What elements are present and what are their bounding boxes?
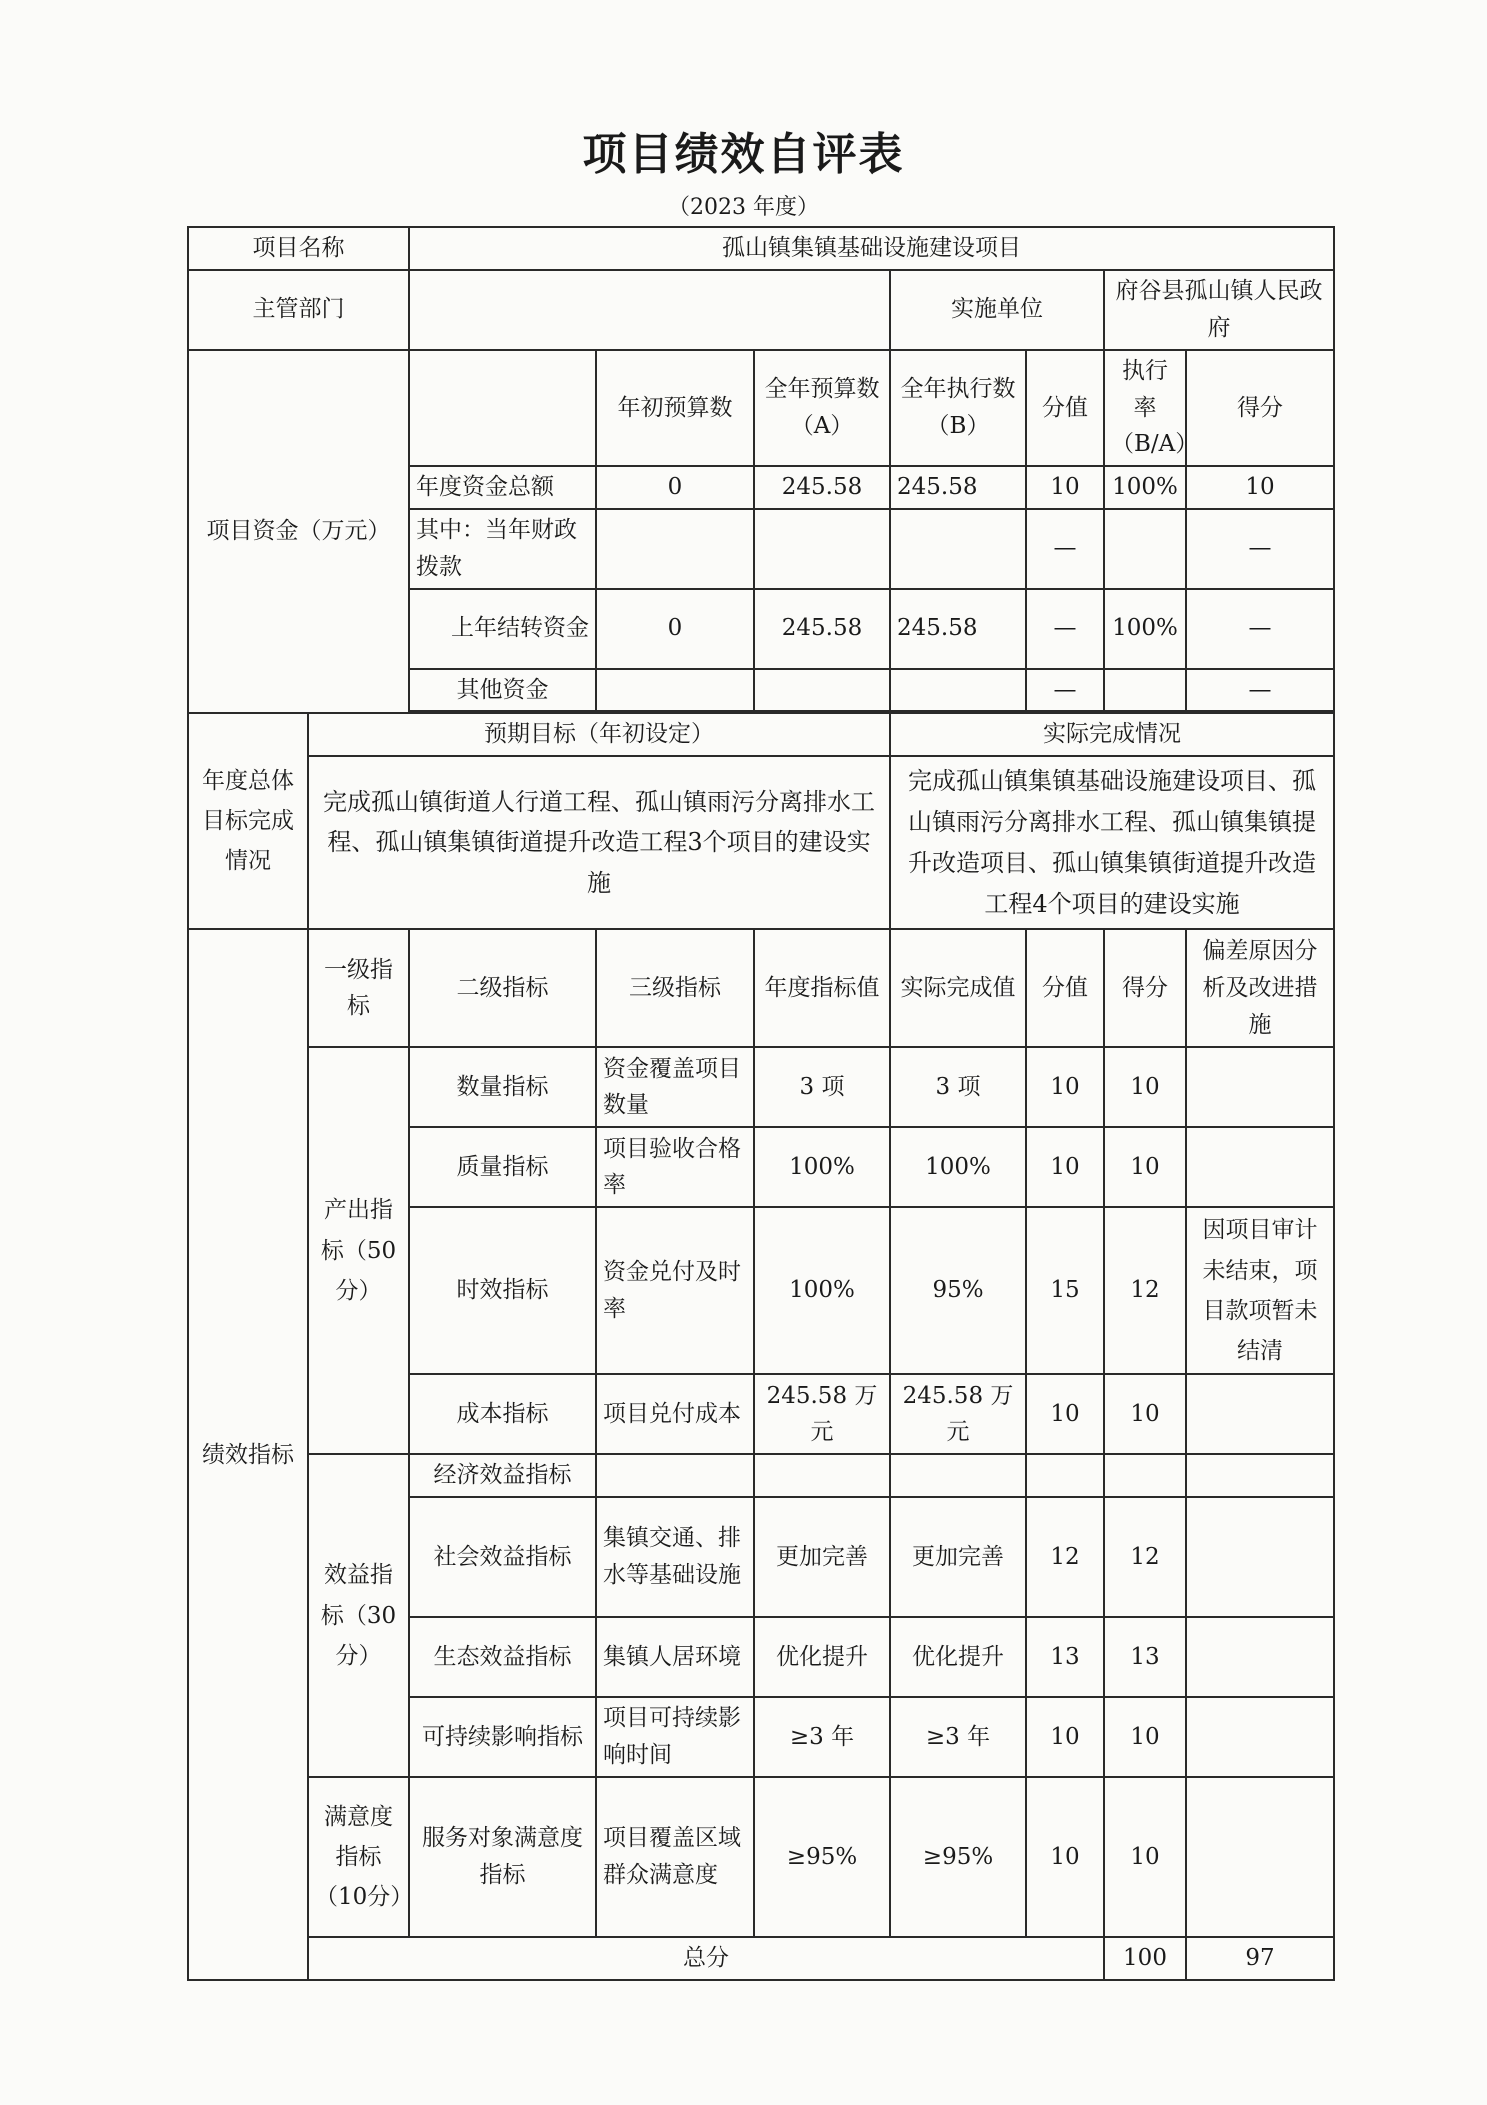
fund-exec xyxy=(890,669,1026,712)
perf-score: 10 xyxy=(1104,1777,1186,1937)
perf-weight: 10 xyxy=(1026,1374,1104,1454)
perf-actual: 更加完善 xyxy=(890,1497,1026,1617)
perf-l2: 经济效益指标 xyxy=(409,1454,596,1497)
fund-weight: 10 xyxy=(1026,466,1104,509)
goals-header-row xyxy=(188,713,1334,756)
perf-l3: 集镇交通、排水等基础设施 xyxy=(596,1497,754,1617)
perf-score: 10 xyxy=(1104,1127,1186,1207)
perf-score: 12 xyxy=(1104,1207,1186,1374)
perf-target: 优化提升 xyxy=(754,1617,890,1697)
fund-name: 其中：当年财政拨款 xyxy=(409,509,596,589)
perf-row xyxy=(188,1454,1334,1497)
perf-weight: 12 xyxy=(1026,1497,1104,1617)
fund-exec: 245.58 xyxy=(890,466,1026,509)
perf-header-l1: 一级指标 xyxy=(308,929,409,1047)
perf-l2: 数量指标 xyxy=(409,1047,596,1127)
fund-budget: 245.58 xyxy=(754,466,890,509)
perf-actual: 95% xyxy=(890,1207,1026,1374)
perf-row xyxy=(188,1047,1334,1127)
goals-content-row xyxy=(188,756,1334,929)
perf-target: 100% xyxy=(754,1207,890,1374)
impl-value: 府谷县孤山镇人民政府 xyxy=(1104,270,1334,350)
funds-header-score: 得分 xyxy=(1186,350,1334,466)
perf-l3: 项目验收合格率 xyxy=(596,1127,754,1207)
perf-note xyxy=(1186,1374,1334,1454)
perf-label: 绩效指标 xyxy=(188,929,308,1980)
perf-header-score: 得分 xyxy=(1104,929,1186,1047)
perf-l3: 集镇人居环境 xyxy=(596,1617,754,1697)
fund-score: — xyxy=(1186,589,1334,669)
perf-target: 100% xyxy=(754,1127,890,1207)
project-name-label: 项目名称 xyxy=(188,227,409,270)
perf-group-benefit: 效益指标（30分） xyxy=(308,1454,409,1777)
perf-group-satisfaction: 满意度指标（10分） xyxy=(308,1777,409,1937)
funds-label: 项目资金（万元） xyxy=(188,350,409,714)
perf-actual: 优化提升 xyxy=(890,1617,1026,1697)
funds-header-initial: 年初预算数 xyxy=(596,350,754,466)
perf-header-row xyxy=(188,929,1334,1047)
perf-note: 因项目审计未结束，项目款项暂未结清 xyxy=(1186,1207,1334,1374)
fund-initial xyxy=(596,669,754,712)
perf-l2: 时效指标 xyxy=(409,1207,596,1374)
project-name-row xyxy=(188,227,1334,270)
actual-goal-text: 完成孤山镇集镇基础设施建设项目、孤山镇雨污分离排水工程、孤山镇集镇提升改造项目、孤山镇集镇街道提升改造工程4个项目的建设实施 xyxy=(890,756,1334,929)
fund-initial: 0 xyxy=(596,466,754,509)
perf-actual: 245.58 万元 xyxy=(890,1374,1026,1454)
total-score: 97 xyxy=(1186,1937,1334,1980)
perf-l2: 社会效益指标 xyxy=(409,1497,596,1617)
perf-target: 245.58 万元 xyxy=(754,1374,890,1454)
perf-actual: 3 项 xyxy=(890,1047,1026,1127)
perf-target: 更加完善 xyxy=(754,1497,890,1617)
perf-l3 xyxy=(596,1454,754,1497)
funds-header-weight: 分值 xyxy=(1026,350,1104,466)
perf-header-l2: 二级指标 xyxy=(409,929,596,1047)
perf-weight: 10 xyxy=(1026,1047,1104,1127)
fund-rate: 100% xyxy=(1104,466,1186,509)
perf-l2: 质量指标 xyxy=(409,1127,596,1207)
dept-label: 主管部门 xyxy=(188,270,409,350)
department-row xyxy=(188,270,1334,350)
perf-actual: 100% xyxy=(890,1127,1026,1207)
perf-weight: 10 xyxy=(1026,1127,1104,1207)
perf-target xyxy=(754,1454,890,1497)
fund-score: — xyxy=(1186,669,1334,712)
perf-l3: 项目覆盖区域群众满意度 xyxy=(596,1777,754,1937)
fund-budget: 245.58 xyxy=(754,589,890,669)
fund-score: — xyxy=(1186,509,1334,589)
perf-l2: 成本指标 xyxy=(409,1374,596,1454)
perf-actual xyxy=(890,1454,1026,1497)
perf-l3: 资金覆盖项目数量 xyxy=(596,1047,754,1127)
evaluation-table xyxy=(187,226,1335,1981)
perf-weight: 10 xyxy=(1026,1777,1104,1937)
funds-header-exec: 全年执行数（B） xyxy=(890,350,1026,466)
perf-row xyxy=(188,1777,1334,1937)
expected-goal-text: 完成孤山镇街道人行道工程、孤山镇雨污分离排水工程、孤山镇集镇街道提升改造工程3个项目的建设实施 xyxy=(308,756,890,929)
perf-l2: 可持续影响指标 xyxy=(409,1697,596,1777)
fund-exec: 245.58 xyxy=(890,589,1026,669)
total-weight: 100 xyxy=(1104,1937,1186,1980)
total-label: 总分 xyxy=(308,1937,1104,1980)
expected-goal-label: 预期目标（年初设定） xyxy=(308,713,890,756)
perf-score: 10 xyxy=(1104,1697,1186,1777)
perf-header-l3: 三级指标 xyxy=(596,929,754,1047)
page-title: 项目绩效自评表 xyxy=(582,129,905,180)
actual-goal-label: 实际完成情况 xyxy=(890,713,1334,756)
goals-label: 年度总体目标完成情况 xyxy=(188,713,308,929)
dept-value xyxy=(409,270,890,350)
perf-l3: 资金兑付及时率 xyxy=(596,1207,754,1374)
perf-note xyxy=(1186,1777,1334,1937)
perf-weight xyxy=(1026,1454,1104,1497)
perf-weight: 10 xyxy=(1026,1697,1104,1777)
perf-target: 3 项 xyxy=(754,1047,890,1127)
fund-name: 上年结转资金 xyxy=(409,589,596,669)
perf-l3: 项目兑付成本 xyxy=(596,1374,754,1454)
fund-initial xyxy=(596,509,754,589)
perf-note xyxy=(1186,1617,1334,1697)
funds-header-blank xyxy=(409,350,596,466)
perf-weight: 13 xyxy=(1026,1617,1104,1697)
fund-score: 10 xyxy=(1186,466,1334,509)
project-name-value: 孤山镇集镇基础设施建设项目 xyxy=(409,227,1334,270)
fund-name: 其他资金 xyxy=(409,669,596,712)
fund-rate xyxy=(1104,669,1186,712)
perf-header-note: 偏差原因分析及改进措施 xyxy=(1186,929,1334,1047)
fund-budget xyxy=(754,509,890,589)
perf-l2: 服务对象满意度指标 xyxy=(409,1777,596,1937)
perf-score: 13 xyxy=(1104,1617,1186,1697)
fund-rate: 100% xyxy=(1104,589,1186,669)
perf-target: ≥3 年 xyxy=(754,1697,890,1777)
funds-header-rate: 执行率（B/A） xyxy=(1104,350,1186,466)
impl-label: 实施单位 xyxy=(890,270,1104,350)
perf-score: 10 xyxy=(1104,1047,1186,1127)
year-subtitle: （2023 年度） xyxy=(668,195,819,220)
perf-header-actual: 实际完成值 xyxy=(890,929,1026,1047)
fund-weight: — xyxy=(1026,589,1104,669)
fund-weight: — xyxy=(1026,669,1104,712)
perf-l2: 生态效益指标 xyxy=(409,1617,596,1697)
perf-note xyxy=(1186,1454,1334,1497)
perf-actual: ≥3 年 xyxy=(890,1697,1026,1777)
perf-note xyxy=(1186,1127,1334,1207)
perf-l3: 项目可持续影响时间 xyxy=(596,1697,754,1777)
funds-header-row xyxy=(188,350,1334,466)
fund-initial: 0 xyxy=(596,589,754,669)
perf-header-target: 年度指标值 xyxy=(754,929,890,1047)
fund-rate xyxy=(1104,509,1186,589)
perf-score: 12 xyxy=(1104,1497,1186,1617)
fund-exec xyxy=(890,509,1026,589)
funds-header-budget: 全年预算数（A） xyxy=(754,350,890,466)
fund-weight: — xyxy=(1026,509,1104,589)
perf-group-output: 产出指标（50分） xyxy=(308,1047,409,1454)
perf-note xyxy=(1186,1497,1334,1617)
perf-note xyxy=(1186,1047,1334,1127)
perf-note xyxy=(1186,1697,1334,1777)
perf-score xyxy=(1104,1454,1186,1497)
perf-target: ≥95% xyxy=(754,1777,890,1937)
perf-header-weight: 分值 xyxy=(1026,929,1104,1047)
perf-score: 10 xyxy=(1104,1374,1186,1454)
fund-name: 年度资金总额 xyxy=(409,466,596,509)
total-row xyxy=(188,1937,1334,1980)
perf-weight: 15 xyxy=(1026,1207,1104,1374)
perf-actual: ≥95% xyxy=(890,1777,1026,1937)
fund-budget xyxy=(754,669,890,712)
